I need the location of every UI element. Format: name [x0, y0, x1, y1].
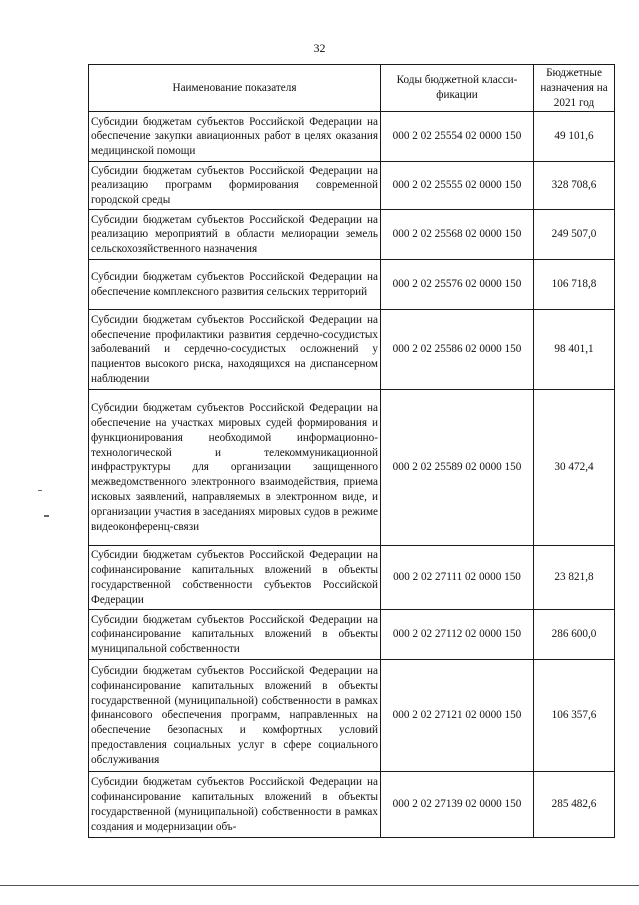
row-amount: 286 600,0	[534, 610, 615, 660]
header-row	[89, 65, 615, 112]
row-code: 000 2 02 27111 02 0000 150	[381, 546, 534, 610]
table-row	[89, 610, 615, 660]
row-amount: 49 101,6	[534, 112, 615, 162]
row-code: 000 2 02 25586 02 0000 150	[381, 310, 534, 390]
row-code: 000 2 02 25568 02 0000 150	[381, 210, 534, 260]
row-amount: 106 718,8	[534, 260, 615, 310]
scan-mark	[38, 490, 42, 491]
row-name: Субсидии бюджетам субъектов Российской Федерации на софинансирование капитальных вложений в объекты муниципальной собственности	[89, 610, 381, 660]
table-row	[89, 772, 615, 838]
row-code: 000 2 02 25576 02 0000 150	[381, 260, 534, 310]
row-amount: 106 357,6	[534, 660, 615, 772]
row-code: 000 2 02 27121 02 0000 150	[381, 660, 534, 772]
row-name: Субсидии бюджетам субъектов Российской Федерации на обеспечение на участках мировых судей формирования и функционирования необходимой информационно-технологической и телекоммуникационной инфраструктуры для организации защищенного межведомственного электронного взаимодействия, приема исковых заявлений, направляемых в электронном виде, и организации участия в заседаниях мировых судов в режиме видеоконференц-связи	[89, 390, 381, 546]
table-row	[89, 546, 615, 610]
table-row	[89, 210, 615, 260]
table-row	[89, 260, 615, 310]
row-amount: 249 507,0	[534, 210, 615, 260]
row-name: Субсидии бюджетам субъектов Российской Федерации на обеспечение профилактики развития сердечно-сосудистых заболеваний и сердечно-сосудистых осложнений у пациентов высокого риска, находящихся на диспансерном наблюдении	[89, 310, 381, 390]
row-name: Субсидии бюджетам субъектов Российской Федерации на софинансирование капитальных вложений в объекты государственной собственности субъектов Российской Федерации	[89, 546, 381, 610]
row-name: Субсидии бюджетам субъектов Российской Федерации на обеспечение закупки авиационных работ в целях оказания медицинской помощи	[89, 112, 381, 162]
page-number: 32	[313, 41, 326, 55]
table-body	[89, 112, 615, 838]
row-code: 000 2 02 27112 02 0000 150	[381, 610, 534, 660]
row-name: Субсидии бюджетам субъектов Российской Федерации на реализацию мероприятий в области мелиорации земель сельскохозяйственного назначения	[89, 210, 381, 260]
row-name: Субсидии бюджетам субъектов Российской Федерации на софинансирование капитальных вложений в объекты государственной (муниципальной) собственности в рамках создания и модернизации объ-	[89, 772, 381, 838]
row-amount: 23 821,8	[534, 546, 615, 610]
table-row	[89, 112, 615, 162]
row-code: 000 2 02 27139 02 0000 150	[381, 772, 534, 838]
header-budget-code: Коды бюджетной класси-фикации	[381, 65, 534, 112]
row-code: 000 2 02 25555 02 0000 150	[381, 162, 534, 210]
row-amount: 30 472,4	[534, 390, 615, 546]
table-row	[89, 390, 615, 546]
row-code: 000 2 02 25554 02 0000 150	[381, 112, 534, 162]
row-name: Субсидии бюджетам субъектов Российской Федерации на софинансирование капитальных вложений в объекты государственной (муниципальной) собственности в рамках финансового обеспечения программ, направленных на обеспечение безопасных и комфортных условий предоставления социальных услуг в сфере социального обслуживания	[89, 660, 381, 772]
table-row	[89, 310, 615, 390]
row-amount: 285 482,6	[534, 772, 615, 838]
row-name: Субсидии бюджетам субъектов Российской Федерации на реализацию программ формирования современной городской среды	[89, 162, 381, 210]
header-indicator-name: Наименование показателя	[89, 65, 381, 112]
table-row	[89, 162, 615, 210]
scan-mark	[44, 515, 49, 517]
page-bottom-edge	[0, 885, 639, 886]
row-amount: 98 401,1	[534, 310, 615, 390]
header-budget-amount: Бюджетные назначения на 2021 год	[534, 65, 615, 112]
table-header	[89, 65, 615, 112]
row-code: 000 2 02 25589 02 0000 150	[381, 390, 534, 546]
row-amount: 328 708,6	[534, 162, 615, 210]
table-row	[89, 660, 615, 772]
budget-table	[88, 64, 615, 838]
row-name: Субсидии бюджетам субъектов Российской Федерации на обеспечение комплексного развития сельских территорий	[89, 260, 381, 310]
